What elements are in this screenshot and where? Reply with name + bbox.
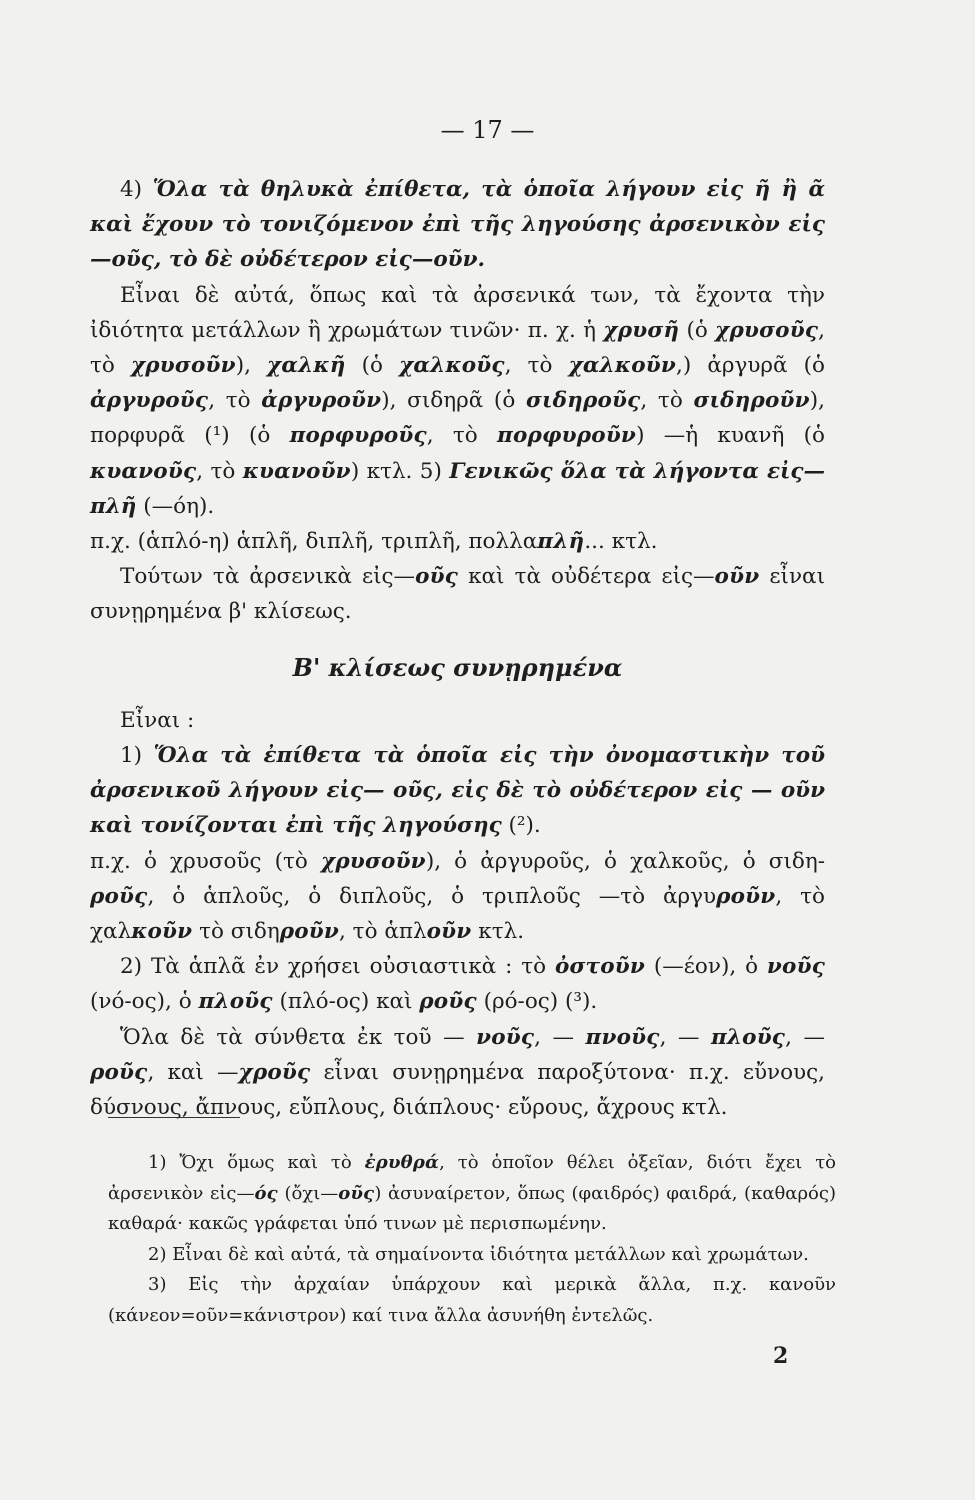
text-run: ), ὁ ἀργυροῦς, ὁ χαλκοῦς, ὁ σιδη-	[425, 848, 825, 874]
paragraph-conclusion	[90, 559, 825, 629]
text-run: ),	[235, 353, 268, 379]
rule-5-bold: Γενικῶς ὅλα τὰ λήγοντα εἰς—πλῆ	[90, 458, 826, 519]
rule-1-number: 1)	[120, 743, 143, 769]
emphasis: οῦν	[714, 564, 760, 590]
text-run: (ὁ	[345, 353, 400, 379]
text-run: (²).	[501, 813, 541, 839]
emphasis: πλῆ	[537, 529, 585, 555]
text-run: (ὄχι—	[277, 1182, 339, 1204]
emphasis: χρυσῆ	[603, 317, 680, 343]
emphasis: ἀργυροῦν	[261, 388, 382, 414]
emphasis: χρυσοῦν	[130, 353, 236, 379]
emphasis: σιδηροῦς	[525, 388, 641, 414]
text-run: , τὸ	[208, 388, 262, 414]
page-number: — 17 —	[440, 116, 535, 144]
emphasis: ἀργυροῦς	[90, 388, 209, 414]
emphasis: χρυσοῦν	[321, 848, 426, 874]
rule-1	[90, 738, 825, 844]
text-run: εἶναι συνῃρημένα β' κλίσεως.	[90, 564, 825, 625]
emphasis: ός	[254, 1182, 278, 1204]
emphasis: νοῦς	[766, 954, 825, 980]
section-title: Β' κλίσεως συνῃρημένα	[292, 652, 623, 682]
emphasis: σιδηροῦν	[693, 388, 810, 414]
text-run: (νό-ος), ὁ	[90, 989, 199, 1015]
emphasis: πνοῦς	[585, 1024, 660, 1050]
text-run: 1) Ὄχι ὅμως καὶ τὸ	[148, 1152, 365, 1173]
emphasis: κυανοῦν	[242, 458, 351, 484]
text-run: π.χ. ὁ χρυσοῦς (τὸ	[90, 848, 322, 874]
text-run: π.χ. (ἁπλό-η) ἁπλῆ, διπλῆ, τριπλῆ, πολλα	[90, 529, 538, 555]
footnote-1	[108, 1148, 836, 1240]
emphasis: οῦν	[426, 919, 472, 945]
rule-4	[90, 172, 825, 278]
emphasis: ὀστοῦν	[554, 954, 646, 980]
main-text	[90, 172, 825, 1125]
text-run: καὶ τὰ οὐδέτερα εἰς—	[458, 564, 715, 590]
text-run: εἶναι συνῃρημένα παροξύτονα· π.χ. εὔνους, δύσνους, ἄπνους, εὔπλους, διάπλους· εὔρους, ἄχρους κτλ.	[90, 1059, 826, 1121]
emphasis: ροῦν	[279, 919, 340, 945]
text-run: , τὸ	[90, 317, 825, 379]
text-run: (ρό-ος) (³).	[476, 989, 598, 1015]
text-run: , τὸ ἁπλ	[339, 919, 427, 945]
text-run: , —	[659, 1024, 711, 1050]
text-run: , καὶ —	[147, 1059, 239, 1085]
rule-1-bold: Ὅλα τὰ ἐπίθετα τὰ ὁποῖα εἰς τὴν ὀνομαστικὴν τοῦ ἀρσενικοῦ λήγουν εἰς— οῦς, εἰς δὲ τὸ οὐδέτερον εἰς — οῦν καὶ τονίζονται ἐπὶ τῆς ληγούσης	[90, 743, 825, 839]
emphasis: χαλκοῦν	[568, 353, 677, 379]
text-run: (ὁ	[679, 317, 716, 343]
text-run: , τὸ ὁποῖον θέλει ὀξεῖαν, διότι ἔχει τὸ ἀρσενικὸν εἰς—	[108, 1152, 836, 1204]
footnote-divider	[108, 1117, 240, 1118]
text-run: , —	[785, 1024, 825, 1050]
text-run: , τὸ χαλ	[90, 883, 825, 945]
text-run: Εἶναι δὲ αὐτά, ὅπως καὶ τὰ ἀρσενικά των, τὰ ἔχοντα τὴν ἰδιότητα μετάλλων ἢ χρωμάτων τινῶν· π. χ. ἡ	[90, 282, 825, 343]
footnote-3: 3) Εἰς τὴν ἀρχαίαν ὑπάρχουν καὶ μερικὰ ἄλλα, π.χ. κανοῦν (κάνεον=οῦν=κάνιστρον) καί τινα ἄλλα ἀσυνήθη ἐντελῶς.	[108, 1274, 836, 1326]
rule-4-bold: Ὅλα τὰ θηλυκὰ ἐπίθετα, τὰ ὁποῖα λήγουν εἰς ῆ ἢ ᾶ καὶ ἔχουν τὸ τονιζόμενον ἐπὶ τῆς ληγούσης ἀρσενικὸν εἰς —οῦς, τὸ δὲ οὐδέτερον εἰς—οῦν.	[90, 177, 825, 273]
text-run: ), πορφυρᾶ (¹) (ὁ	[90, 388, 825, 449]
emphasis: πλοῦς	[710, 1024, 786, 1050]
text-run: ) ἀσυναίρετον, ὅπως (φαιδρός) φαιδρά, (καθαρός) καθαρά· κακῶς γράφεται ὑπό τινων μὲ περισπωμένην.	[108, 1182, 836, 1234]
emphasis: ροῦν	[716, 883, 776, 909]
text-run: , τὸ	[640, 388, 694, 414]
emphasis: πλοῦς	[198, 989, 273, 1015]
section-intro: Εἶναι :	[120, 707, 195, 733]
text-run: , τὸ	[196, 458, 243, 484]
text-run: (πλό-ος) καὶ	[272, 989, 420, 1015]
emphasis: χροῦς	[238, 1059, 311, 1085]
emphasis: νοῦς	[476, 1024, 535, 1050]
text-run: (—έον), ὁ	[645, 954, 767, 980]
emphasis: ροῦς	[90, 1059, 148, 1085]
paragraph-compounds	[90, 1020, 825, 1126]
emphasis: οῦς	[415, 564, 459, 590]
emphasis: ροῦς	[90, 883, 148, 909]
footnote-2: 2) Εἶναι δὲ καὶ αὐτά, τὰ σημαίνοντα ἰδιότητα μετάλλων καὶ χρωμάτων.	[148, 1243, 809, 1265]
rule-4-number: 4)	[120, 177, 143, 202]
text-run: , τὸ	[426, 423, 498, 449]
emphasis: κυανοῦς	[90, 458, 197, 484]
text-run: , —	[534, 1024, 586, 1050]
text-run: ), σιδηρᾶ (ὁ	[381, 388, 526, 414]
text-run: Ὅλα δὲ τὰ σύνθετα ἐκ τοῦ —	[120, 1024, 477, 1050]
emphasis: χαλκῆ	[267, 353, 346, 379]
emphasis: κοῦν	[131, 919, 193, 945]
rule-2	[90, 949, 825, 1019]
text-run: κτλ.	[471, 919, 525, 945]
emphasis: χρυσοῦς	[715, 317, 819, 343]
emphasis: οῦς	[338, 1182, 375, 1204]
emphasis: ἐρυθρά	[364, 1152, 440, 1173]
emphasis: χαλκοῦς	[399, 353, 505, 379]
emphasis: πορφυροῦν	[497, 423, 637, 449]
text-run: , τὸ	[504, 353, 569, 379]
text-run: , ὁ ἁπλοῦς, ὁ διπλοῦς, ὁ τριπλοῦς —τὸ ἀργυ	[147, 883, 717, 909]
text-run: ... κτλ.	[584, 529, 658, 555]
emphasis: ροῦς	[419, 989, 477, 1015]
paragraph-examples-ple	[90, 524, 825, 559]
text-run: Τούτων τὰ ἀρσενικὰ εἰς—	[120, 564, 416, 590]
text-run: 2) Τὰ ἁπλᾶ ἐν χρήσει οὐσιαστικὰ : τὸ	[120, 954, 555, 980]
text-run: (—όη).	[136, 493, 215, 519]
signature-mark: 2	[773, 1343, 789, 1369]
text-run: ) κτλ. 5)	[350, 458, 450, 484]
text-run: ) —ἡ κυανῆ (ὁ	[636, 423, 825, 449]
emphasis: πορφυροῦς	[289, 423, 427, 449]
footnotes	[108, 1148, 836, 1331]
paragraph-examples-ous	[90, 844, 825, 950]
paragraph-metals	[90, 278, 825, 524]
text-run: τὸ σιδη	[192, 919, 280, 945]
text-run: ,) ἀργυρᾶ (ὁ	[676, 353, 825, 379]
